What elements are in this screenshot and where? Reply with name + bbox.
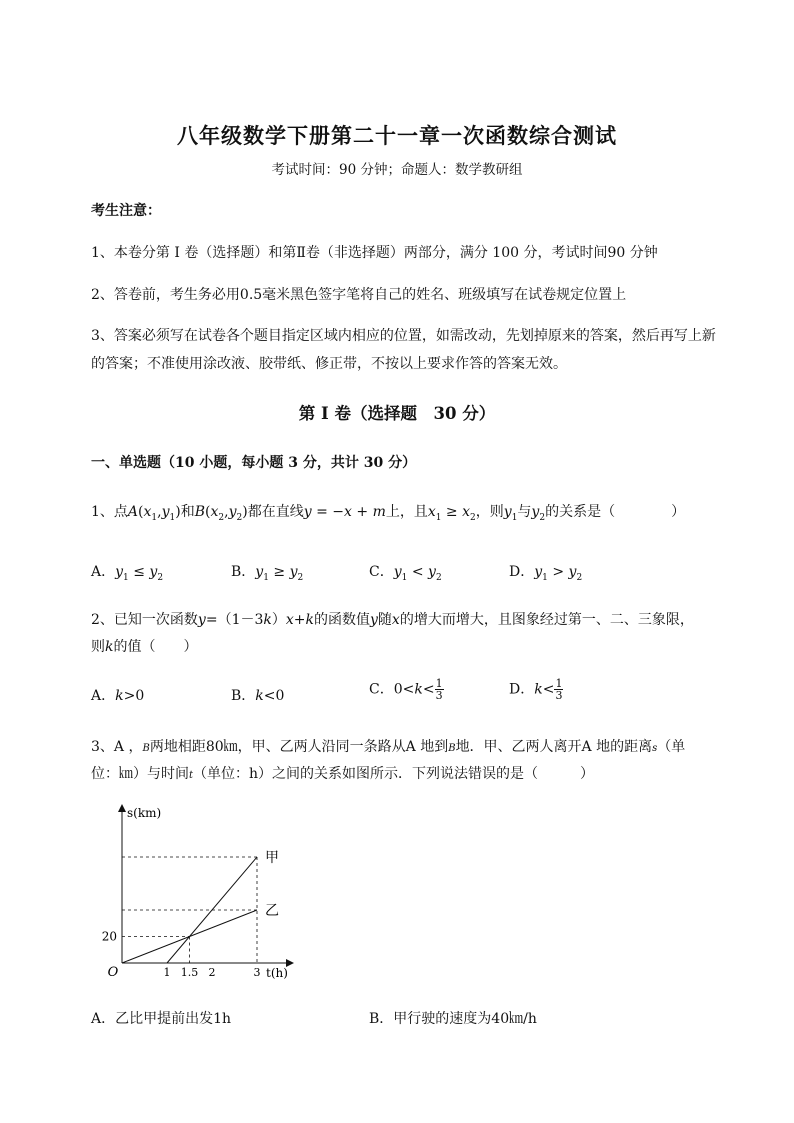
notice-item-3-cont: 的答案；不准使用涂改液、胶带纸、修正带，不按以上要求作答的答案无效。 bbox=[91, 356, 567, 372]
x-tick-label: 1 bbox=[163, 966, 171, 979]
question-1: 1、点$A(x_1,y_1)$和$B(x_2,y_2)$都在直线y = −x + m上，且$x_1 \ge x_2$，则$y_1$与$y_2$的关系是（ ） bbox=[91, 504, 686, 523]
notice-item-1: 1、本卷分第 I 卷（选择题）和第Ⅱ卷（非选择题）两部分，满分 100 分，考试时间90 分钟 bbox=[91, 245, 658, 261]
q1-option-d: D．$y_1 > y_2$ bbox=[509, 564, 583, 583]
question-3-cont: 位：㎞）与时间t（单位：h）之间的关系如图所示．下列说法错误的是（ ） bbox=[91, 766, 595, 782]
axis-labels bbox=[102, 806, 288, 980]
series-label-yi: 乙 bbox=[265, 903, 279, 919]
section-title: 第 I 卷（选择题 30 分） bbox=[298, 404, 496, 423]
notice-item-2: 2、答卷前，考生务必用0.5毫米黑色签字笔将自己的姓名、班级填写在试卷规定位置上 bbox=[91, 287, 627, 303]
q3-option-b: B．甲行驶的速度为40㎞/h bbox=[369, 1011, 537, 1027]
x-tick-label: 2 bbox=[208, 966, 216, 979]
q2-option-c: C．0<k< $\frac{1}{3}$ bbox=[369, 677, 443, 702]
notice-item-3: 3、答案必须写在试卷各个题目指定区域内相应的位置，如需改动，先划掉原来的答案，然后再写上新 bbox=[91, 328, 716, 344]
q1-option-a: A．$y_1 \le y_2$ bbox=[91, 564, 164, 583]
q1-option-b: B．$y_1 \ge y_2$ bbox=[231, 564, 304, 583]
q3-option-a: A．乙比甲提前出发1h bbox=[91, 1011, 232, 1027]
page-title: 八年级数学下册第二十一章一次函数综合测试 bbox=[177, 123, 617, 148]
q1-option-c: C．$y_1 < y_2$ bbox=[369, 564, 442, 583]
y-tick-label: 20 bbox=[101, 929, 117, 944]
q2-option-b: B．k<0 bbox=[231, 688, 285, 704]
question-2: 2、已知一次函数y=（1－3k）x+k的函数值y随x的增大而增大，且图象经过第一、二、三象限， bbox=[91, 612, 694, 628]
origin-label: O bbox=[107, 965, 119, 980]
axes bbox=[122, 808, 290, 963]
x-axis-label: t(h) bbox=[266, 966, 288, 980]
series-label-jia: 甲 bbox=[265, 850, 279, 866]
q2-option-d: D．k< $\frac{1}{3}$ bbox=[509, 677, 563, 702]
x-tick-label: 1.5 bbox=[180, 966, 199, 979]
question-2-cont: 则k的值（ ） bbox=[91, 639, 198, 655]
notice-heading: 考生注意： bbox=[91, 203, 161, 219]
guide-lines bbox=[122, 857, 257, 963]
exam-subtitle: 考试时间：90 分钟；命题人：数学教研组 bbox=[271, 162, 523, 178]
part-heading: 一、单选题（10 小题，每小题 3 分，共计 30 分） bbox=[91, 455, 417, 471]
q2-option-a: A．k>0 bbox=[91, 688, 145, 704]
y-axis-label: s(km) bbox=[127, 806, 162, 820]
distance-time-graph bbox=[100, 800, 300, 985]
x-tick-label: 3 bbox=[253, 966, 261, 979]
question-3: 3、A ，B两地相距80㎞，甲、乙两人沿同一条路从A 地到B地．甲、乙两人离开A 地的距离s（单 bbox=[91, 739, 686, 755]
